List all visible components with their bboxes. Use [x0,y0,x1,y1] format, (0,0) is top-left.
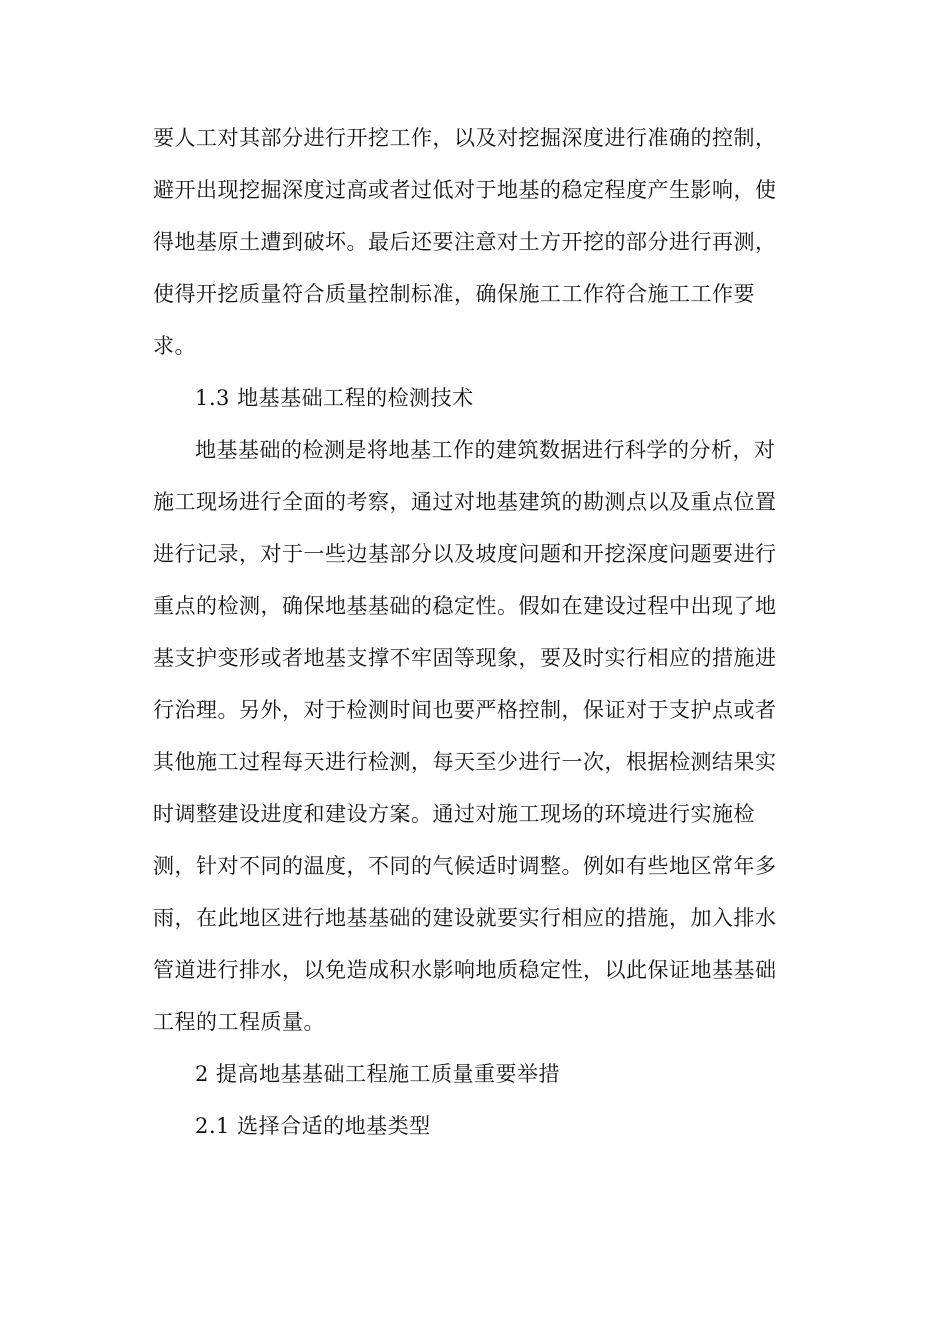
paragraph-line: 避开出现挖掘深度过高或者过低对于地基的稳定程度产生影响，使 [153,178,777,202]
paragraph-line: 求。 [153,334,196,358]
paragraph-line: 使得开挖质量符合质量控制标准，确保施工工作符合施工工作要 [153,282,755,306]
paragraph-line: 管道进行排水，以免造成积水影响地质稳定性，以此保证地基基础 [153,958,777,982]
paragraph-line: 时调整建设进度和建设方案。通过对施工现场的环境进行实施检 [153,802,755,826]
section-heading-2: 2 提高地基基础工程施工质量重要举措 [195,1062,561,1086]
paragraph-line: 进行记录，对于一些边基部分以及坡度问题和开挖深度问题要进行 [153,542,777,566]
paragraph-line: 测，针对不同的温度，不同的气候适时调整。例如有些地区常年多 [153,854,777,878]
paragraph-line: 要人工对其部分进行开挖工作，以及对挖掘深度进行准确的控制， [153,126,777,150]
paragraph-line: 基支护变形或者地基支撑不牢固等现象，要及时实行相应的措施进 [153,646,777,670]
paragraph-line: 施工现场进行全面的考察，通过对地基建筑的勘测点以及重点位置 [153,490,777,514]
section-heading-2-1: 2.1 选择合适的地基类型 [195,1114,431,1138]
paragraph-line: 雨，在此地区进行地基基础的建设就要实行相应的措施，加入排水 [153,906,777,930]
paragraph-line: 行治理。另外，对于检测时间也要严格控制，保证对于支护点或者 [153,698,777,722]
paragraph-line: 工程的工程质量。 [153,1010,325,1034]
section-heading-1-3: 1.3 地基基础工程的检测技术 [195,386,474,410]
paragraph-line: 其他施工过程每天进行检测，每天至少进行一次，根据检测结果实 [153,750,777,774]
paragraph-line: 得地基原土遭到破坏。最后还要注意对土方开挖的部分进行再测， [153,230,777,254]
paragraph-line: 重点的检测，确保地基基础的稳定性。假如在建设过程中出现了地 [153,594,777,618]
paragraph-line: 地基基础的检测是将地基工作的建筑数据进行科学的分析，对 [195,438,776,462]
